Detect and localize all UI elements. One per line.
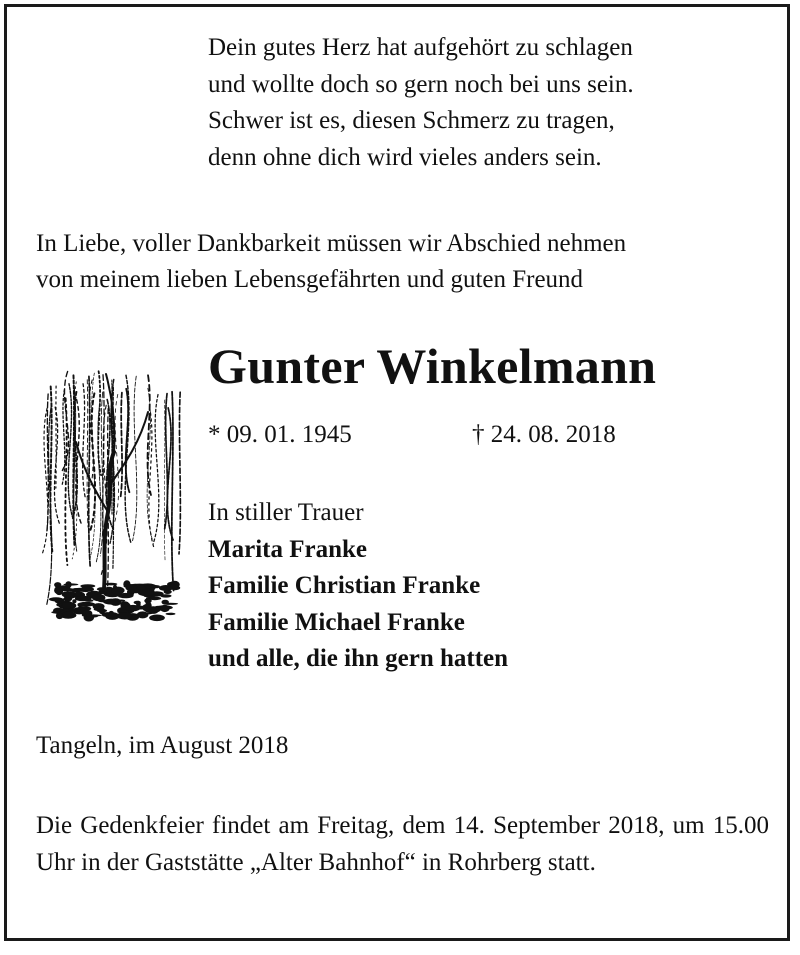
memorial-notice: Die Gedenkfeier findet am Freitag, dem 14. September 2018, um 15.00 Uhr in der Gaststätte „Alter Bahnhof“ in Rohrberg statt. bbox=[36, 812, 769, 876]
intro-line: von meinem lieben Lebensgefährten und guten Freund bbox=[36, 266, 584, 293]
mourner-name: Marita Franke bbox=[208, 535, 367, 563]
poem-line: Schwer ist es, diesen Schmerz zu tragen, bbox=[208, 107, 615, 134]
mourners-heading: In stiller Trauer bbox=[208, 499, 364, 526]
poem-verse bbox=[208, 30, 634, 176]
poem-line: und wollte doch so gern noch bei uns sein. bbox=[208, 70, 634, 98]
intro-text bbox=[36, 226, 626, 298]
deceased-name: Gunter Winkelmann bbox=[208, 338, 657, 394]
mourner-name: Familie Christian Franke bbox=[208, 572, 481, 599]
mourners-block bbox=[208, 495, 508, 678]
place-and-date: Tangeln, im August 2018 bbox=[36, 732, 289, 759]
weeping-willow-icon bbox=[36, 362, 196, 627]
intro-line: In Liebe, voller Dankbarkeit müssen wir Abschied nehmen bbox=[36, 230, 627, 257]
mourner-name: Familie Michael Franke bbox=[208, 608, 465, 636]
poem-line: Dein gutes Herz hat aufgehört zu schlagen bbox=[208, 34, 633, 61]
death-date: † 24. 08. 2018 bbox=[472, 421, 616, 448]
birth-date: * 09. 01. 1945 bbox=[208, 421, 352, 448]
life-dates bbox=[208, 417, 616, 453]
poem-line: denn ohne dich wird vieles anders sein. bbox=[208, 143, 602, 171]
mourner-name: und alle, die ihn gern hatten bbox=[208, 645, 509, 672]
